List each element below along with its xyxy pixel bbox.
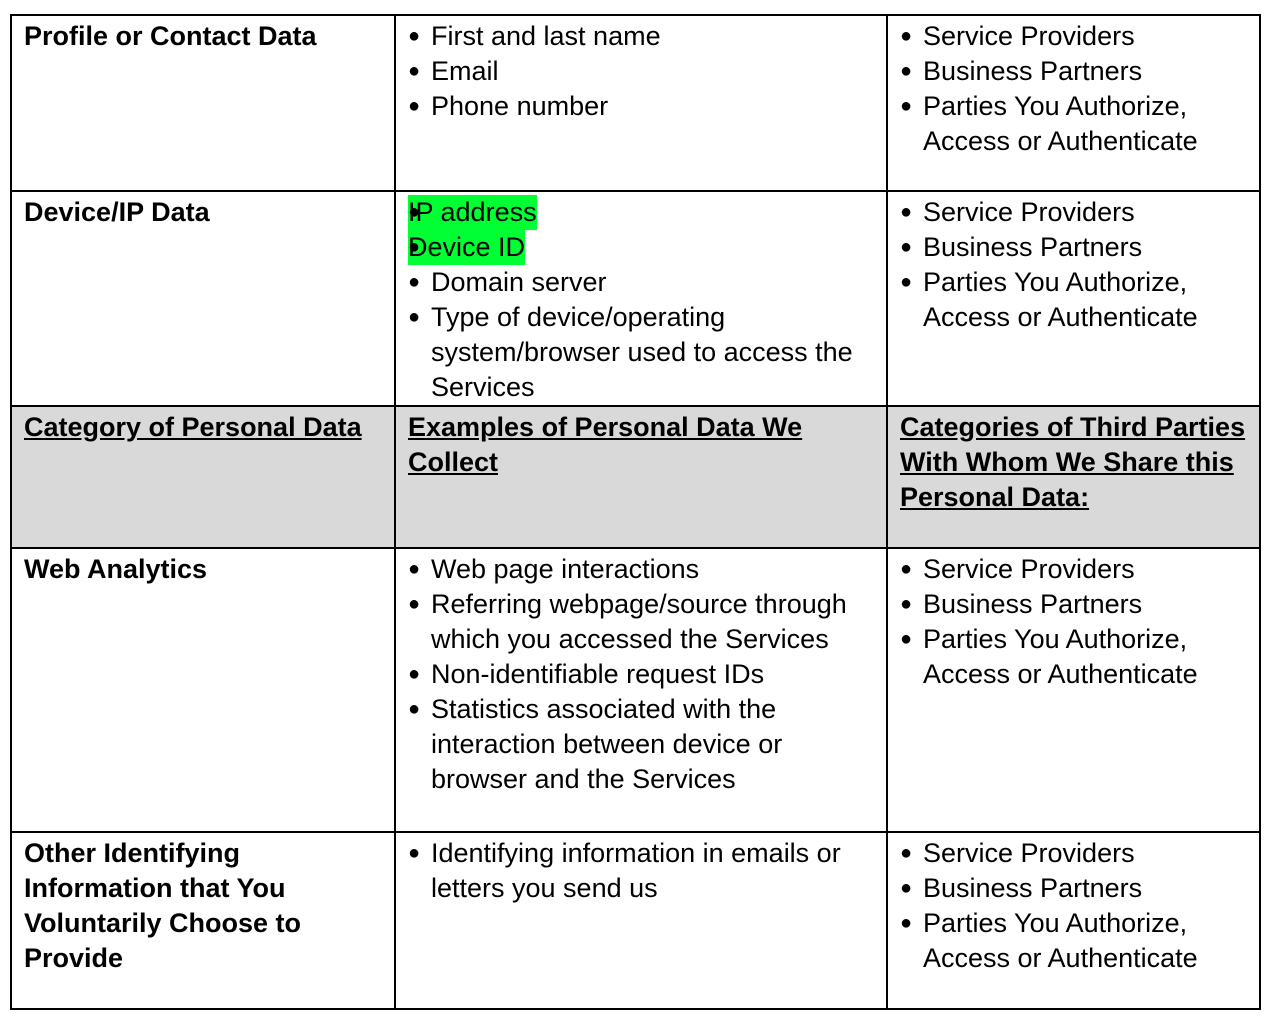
examples-list <box>408 552 874 797</box>
list-item: ● Domain server <box>408 265 874 300</box>
header-category-label: Category of Personal Data <box>24 412 362 442</box>
header-examples <box>395 406 887 548</box>
parties-cell <box>887 15 1260 191</box>
highlighted-list-item: ● Device ID <box>408 230 525 265</box>
list-item: ● Type of device/operating system/browser used to access the Services <box>408 300 874 405</box>
parties-list <box>900 195 1247 335</box>
table-row <box>11 832 1260 1009</box>
category-cell: Other Identifying Information that You Voluntarily Choose to Provide <box>11 832 395 1009</box>
list-item: ● Business Partners <box>900 871 1247 906</box>
parties-cell <box>887 548 1260 832</box>
list-item: ● Parties You Authorize, Access or Authenticate <box>900 622 1247 692</box>
list-item: ● Referring webpage/source through which you accessed the Services <box>408 587 874 657</box>
examples-cell <box>395 832 887 1009</box>
list-item: ● Parties You Authorize, Access or Authenticate <box>900 265 1247 335</box>
list-item: ● Service Providers <box>900 552 1247 587</box>
parties-list <box>900 19 1247 159</box>
header-third-parties <box>887 406 1260 548</box>
list-item: ● Service Providers <box>900 195 1247 230</box>
table-row <box>11 191 1260 406</box>
header-examples-label: Examples of Personal Data We Collect <box>408 412 803 477</box>
list-item: ● Parties You Authorize, Access or Authenticate <box>900 89 1247 159</box>
table-header-row <box>11 406 1260 548</box>
list-item: ● Statistics associated with the interaction between device or browser and the Services <box>408 692 874 797</box>
parties-list <box>900 552 1247 692</box>
list-item: ● Business Partners <box>900 230 1247 265</box>
table-row <box>11 548 1260 832</box>
list-item: ● Service Providers <box>900 19 1247 54</box>
list-item: ● Web page interactions <box>408 552 874 587</box>
category-cell: Device/IP Data <box>11 191 395 406</box>
examples-list <box>408 195 874 405</box>
category-cell: Profile or Contact Data <box>11 15 395 191</box>
header-category <box>11 406 395 548</box>
category-cell: Web Analytics <box>11 548 395 832</box>
examples-cell <box>395 15 887 191</box>
examples-list <box>408 19 874 124</box>
list-item: ● Identifying information in emails or letters you send us <box>408 836 874 906</box>
personal-data-table <box>10 14 1261 1010</box>
list-item: ● Business Partners <box>900 587 1247 622</box>
list-item: ● Email <box>408 54 874 89</box>
examples-cell <box>395 191 887 406</box>
list-item: ● Service Providers <box>900 836 1247 871</box>
parties-list <box>900 836 1247 976</box>
list-item: ● Parties You Authorize, Access or Authenticate <box>900 906 1247 976</box>
list-item: ● Non-identifiable request IDs <box>408 657 874 692</box>
parties-cell <box>887 832 1260 1009</box>
parties-cell <box>887 191 1260 406</box>
header-third-parties-label: Categories of Third Parties With Whom We Share this Personal Data: <box>900 412 1246 512</box>
list-item: ● First and last name <box>408 19 874 54</box>
list-item: ● Phone number <box>408 89 874 124</box>
highlighted-list-item: ● IP address <box>408 195 537 230</box>
table-row <box>11 15 1260 191</box>
list-item: ● Business Partners <box>900 54 1247 89</box>
examples-list <box>408 836 874 906</box>
examples-cell <box>395 548 887 832</box>
